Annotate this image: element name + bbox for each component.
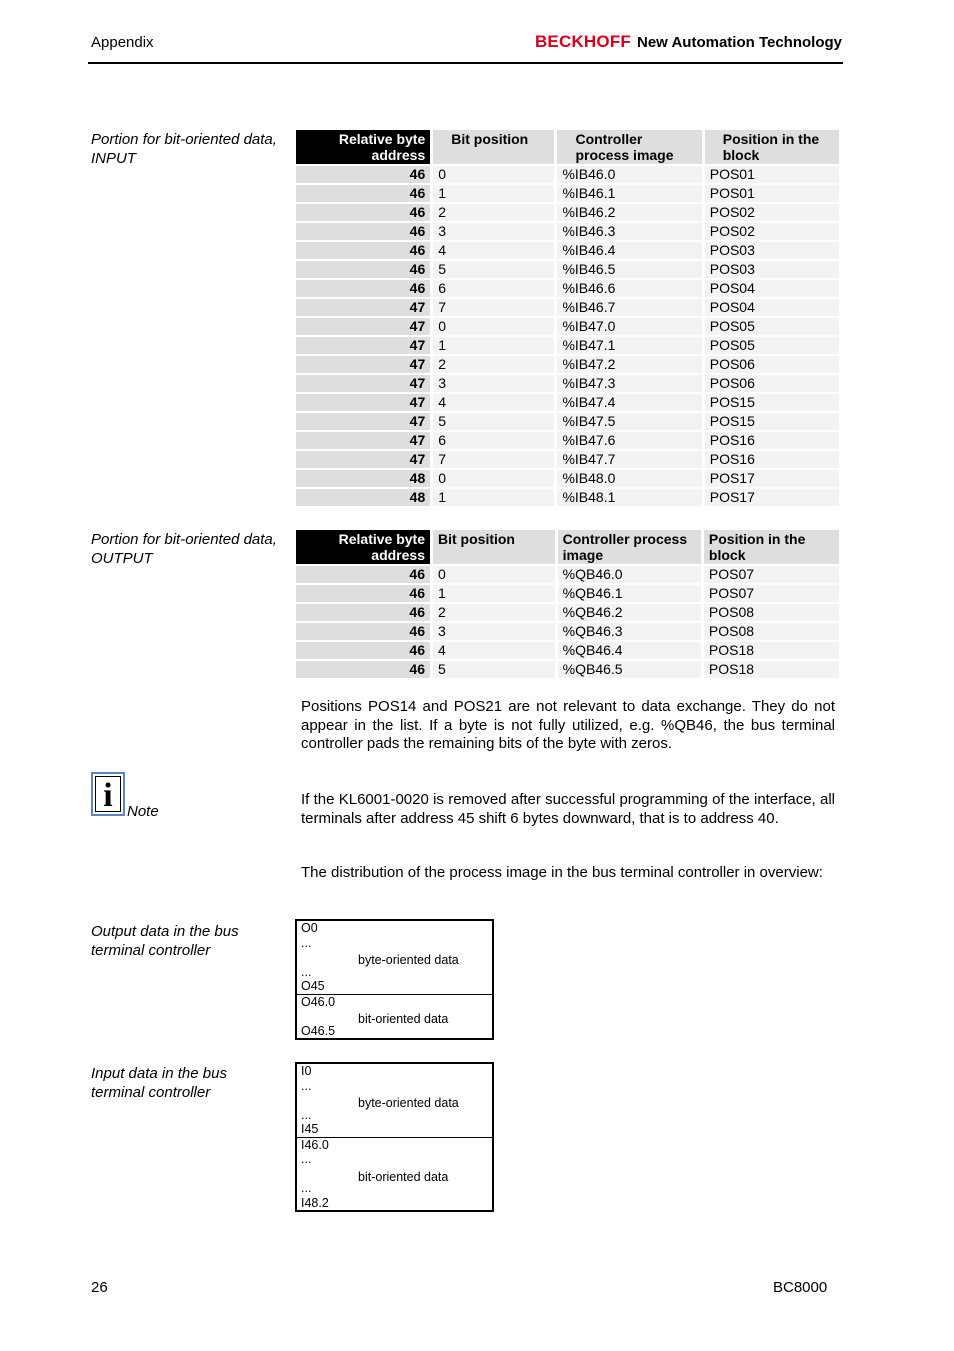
note-label: Note	[127, 803, 159, 820]
block-position-cell: POS07	[704, 585, 839, 602]
process-image-cell: %QB46.1	[558, 585, 701, 602]
block-position-cell: POS01	[705, 166, 839, 183]
byte-address-cell: 46	[296, 166, 430, 183]
table-row	[296, 299, 839, 316]
table-row	[296, 356, 839, 373]
byte-address-cell: 47	[296, 394, 430, 411]
process-image-cell: %IB46.1	[557, 185, 701, 202]
bit-position-cell: 7	[433, 299, 554, 316]
byte-address-cell: 46	[296, 566, 430, 583]
block-position-cell: POS08	[704, 623, 839, 640]
column-header: Controller process image	[557, 130, 701, 164]
table-row	[296, 185, 839, 202]
byte-address-cell: 47	[296, 375, 430, 392]
table-row	[296, 566, 839, 583]
table-row	[296, 642, 839, 659]
table-row	[296, 470, 839, 487]
input-table	[293, 128, 842, 508]
block-position-cell: POS05	[705, 318, 839, 335]
block-position-cell: POS08	[704, 604, 839, 621]
table-row	[296, 432, 839, 449]
bit-position-cell: 5	[433, 661, 555, 678]
address-line: O0	[301, 921, 318, 935]
address-line: I46.0	[301, 1137, 329, 1152]
process-image-cell: %IB47.2	[557, 356, 701, 373]
table-row	[296, 242, 839, 259]
bit-position-cell: 7	[433, 451, 554, 468]
input-overview-box	[295, 1062, 494, 1212]
byte-address-cell: 46	[296, 585, 430, 602]
bit-position-cell: 1	[433, 585, 555, 602]
process-image-cell: %IB46.3	[557, 223, 701, 240]
process-image-cell: %QB46.3	[558, 623, 701, 640]
table-row	[296, 223, 839, 240]
note-text: If the KL6001-0020 is removed after successful programming of the interface, all terminals after address 45 shift 6 bytes downward, that is to address 40.	[301, 791, 835, 827]
byte-section	[297, 921, 492, 994]
output-table	[293, 528, 842, 680]
block-position-cell: POS01	[705, 185, 839, 202]
block-position-cell: POS03	[705, 261, 839, 278]
process-image-cell: %QB46.5	[558, 661, 701, 678]
brand-tagline: New Automation Technology	[637, 34, 842, 51]
table-row	[296, 661, 839, 678]
bit-section	[297, 994, 492, 1039]
byte-address-cell: 46	[296, 242, 430, 259]
process-image-cell: %IB47.3	[557, 375, 701, 392]
byte-address-cell: 47	[296, 413, 430, 430]
table-row	[296, 280, 839, 297]
process-image-cell: %IB47.5	[557, 413, 701, 430]
address-line: I48.2	[301, 1195, 329, 1210]
block-position-cell: POS07	[704, 566, 839, 583]
table-row	[296, 604, 839, 621]
block-position-cell: POS16	[705, 432, 839, 449]
positions-paragraph: Positions POS14 and POS21 are not relevant to data exchange. They do not appear in the list. If a byte is not fully utilized, e.g. %QB46, the bus terminal controller pads the remaining bits of the byte with zeros.	[301, 698, 835, 752]
input-section-label: Portion for bit-oriented data, INPUT	[91, 131, 277, 167]
block-position-cell: POS04	[705, 280, 839, 297]
data-type-label: byte-oriented data	[358, 953, 459, 967]
block-position-cell: POS15	[705, 413, 839, 430]
column-header: Position in the block	[704, 530, 839, 564]
block-position-cell: POS04	[705, 299, 839, 316]
table-row	[296, 451, 839, 468]
address-line: I0	[301, 1064, 312, 1078]
bit-position-cell: 5	[433, 261, 554, 278]
block-position-cell: POS02	[705, 204, 839, 221]
document-name: BC8000	[773, 1279, 828, 1296]
block-position-cell: POS15	[705, 394, 839, 411]
brand	[535, 32, 842, 52]
address-line: O45	[301, 979, 325, 993]
bit-position-cell: 2	[433, 204, 554, 221]
table-row	[296, 375, 839, 392]
bit-position-cell: 2	[433, 604, 555, 621]
process-image-cell: %IB46.7	[557, 299, 701, 316]
bit-position-cell: 0	[433, 318, 554, 335]
byte-address-cell: 47	[296, 451, 430, 468]
table-row	[296, 261, 839, 278]
address-line: ...	[301, 1152, 312, 1166]
address-line: ...	[301, 1181, 312, 1195]
block-position-cell: POS16	[705, 451, 839, 468]
output-section-label: Portion for bit-oriented data, OUTPUT	[91, 531, 277, 567]
address-line: ...	[301, 964, 312, 979]
page-number: 26	[91, 1279, 108, 1296]
address-line: ...	[301, 1107, 312, 1122]
process-image-cell: %IB47.7	[557, 451, 701, 468]
column-header: Position in the block	[705, 130, 839, 164]
table-row	[296, 204, 839, 221]
byte-address-cell: 47	[296, 299, 430, 316]
process-image-cell: %IB46.2	[557, 204, 701, 221]
column-header: Bit position	[433, 530, 555, 564]
table-row	[296, 413, 839, 430]
bit-position-cell: 4	[433, 394, 554, 411]
table-row	[296, 623, 839, 640]
table-row	[296, 318, 839, 335]
bit-position-cell: 0	[433, 470, 554, 487]
header-rule	[88, 62, 843, 64]
byte-address-cell: 48	[296, 489, 430, 506]
byte-address-cell: 47	[296, 337, 430, 354]
byte-address-cell: 46	[296, 185, 430, 202]
address-line: O46.5	[301, 1023, 336, 1038]
table-row	[296, 585, 839, 602]
byte-address-cell: 46	[296, 661, 430, 678]
address-line: O46.0	[301, 994, 336, 1009]
address-line: ...	[301, 935, 312, 950]
table-row	[296, 489, 839, 506]
byte-address-cell: 46	[296, 642, 430, 659]
column-header: Bit position	[433, 130, 554, 164]
table-row	[296, 337, 839, 354]
bit-position-cell: 4	[433, 242, 554, 259]
process-image-cell: %QB46.2	[558, 604, 701, 621]
process-image-cell: %IB47.0	[557, 318, 701, 335]
block-position-cell: POS17	[705, 470, 839, 487]
table-row	[296, 166, 839, 183]
byte-address-cell: 46	[296, 280, 430, 297]
address-line: I45	[301, 1122, 319, 1136]
process-image-cell: %QB46.0	[558, 566, 701, 583]
byte-address-cell: 46	[296, 604, 430, 621]
process-image-cell: %IB47.1	[557, 337, 701, 354]
block-position-cell: POS05	[705, 337, 839, 354]
byte-address-cell: 46	[296, 623, 430, 640]
info-icon: i	[91, 772, 125, 816]
column-header: Relative byte address	[296, 530, 430, 564]
data-type-label: byte-oriented data	[358, 1096, 459, 1110]
section-title: Appendix	[91, 34, 154, 51]
process-image-cell: %IB46.0	[557, 166, 701, 183]
input-overview-label: Input data in the bus terminal controller	[91, 1065, 227, 1101]
bit-position-cell: 1	[433, 337, 554, 354]
bit-position-cell: 3	[433, 375, 554, 392]
block-position-cell: POS06	[705, 356, 839, 373]
table-row	[296, 394, 839, 411]
block-position-cell: POS18	[704, 642, 839, 659]
column-header: Relative byte address	[296, 130, 430, 164]
bit-position-cell: 2	[433, 356, 554, 373]
block-position-cell: POS06	[705, 375, 839, 392]
brand-logo: BECKHOFF	[534, 32, 631, 51]
bit-position-cell: 5	[433, 413, 554, 430]
column-header: Controller process image	[558, 530, 701, 564]
byte-address-cell: 48	[296, 470, 430, 487]
data-type-label: bit-oriented data	[358, 1012, 449, 1026]
byte-address-cell: 46	[296, 261, 430, 278]
data-type-label: bit-oriented data	[358, 1169, 449, 1184]
bit-position-cell: 3	[433, 623, 555, 640]
bit-position-cell: 3	[433, 223, 554, 240]
bit-position-cell: 1	[433, 185, 554, 202]
block-position-cell: POS03	[705, 242, 839, 259]
process-image-cell: %IB47.4	[557, 394, 701, 411]
block-position-cell: POS02	[705, 223, 839, 240]
output-overview-label: Output data in the bus terminal controller	[91, 923, 239, 959]
distribution-paragraph: The distribution of the process image in the bus terminal controller in overview:	[301, 864, 823, 881]
bit-position-cell: 0	[433, 166, 554, 183]
process-image-cell: %IB46.5	[557, 261, 701, 278]
process-image-cell: %IB47.6	[557, 432, 701, 449]
byte-section	[297, 1064, 492, 1137]
process-image-cell: %QB46.4	[558, 642, 701, 659]
block-position-cell: POS18	[704, 661, 839, 678]
bit-position-cell: 0	[433, 566, 555, 583]
process-image-cell: %IB48.1	[557, 489, 701, 506]
process-image-cell: %IB48.0	[557, 470, 701, 487]
bit-position-cell: 4	[433, 642, 555, 659]
bit-position-cell: 6	[433, 432, 554, 449]
block-position-cell: POS17	[705, 489, 839, 506]
bit-section	[297, 1137, 492, 1211]
process-image-cell: %IB46.4	[557, 242, 701, 259]
bit-position-cell: 6	[433, 280, 554, 297]
byte-address-cell: 47	[296, 432, 430, 449]
byte-address-cell: 46	[296, 223, 430, 240]
bit-position-cell: 1	[433, 489, 554, 506]
byte-address-cell: 47	[296, 356, 430, 373]
byte-address-cell: 46	[296, 204, 430, 221]
process-image-cell: %IB46.6	[557, 280, 701, 297]
byte-address-cell: 47	[296, 318, 430, 335]
address-line: ...	[301, 1078, 312, 1093]
output-overview-box	[295, 919, 494, 1040]
